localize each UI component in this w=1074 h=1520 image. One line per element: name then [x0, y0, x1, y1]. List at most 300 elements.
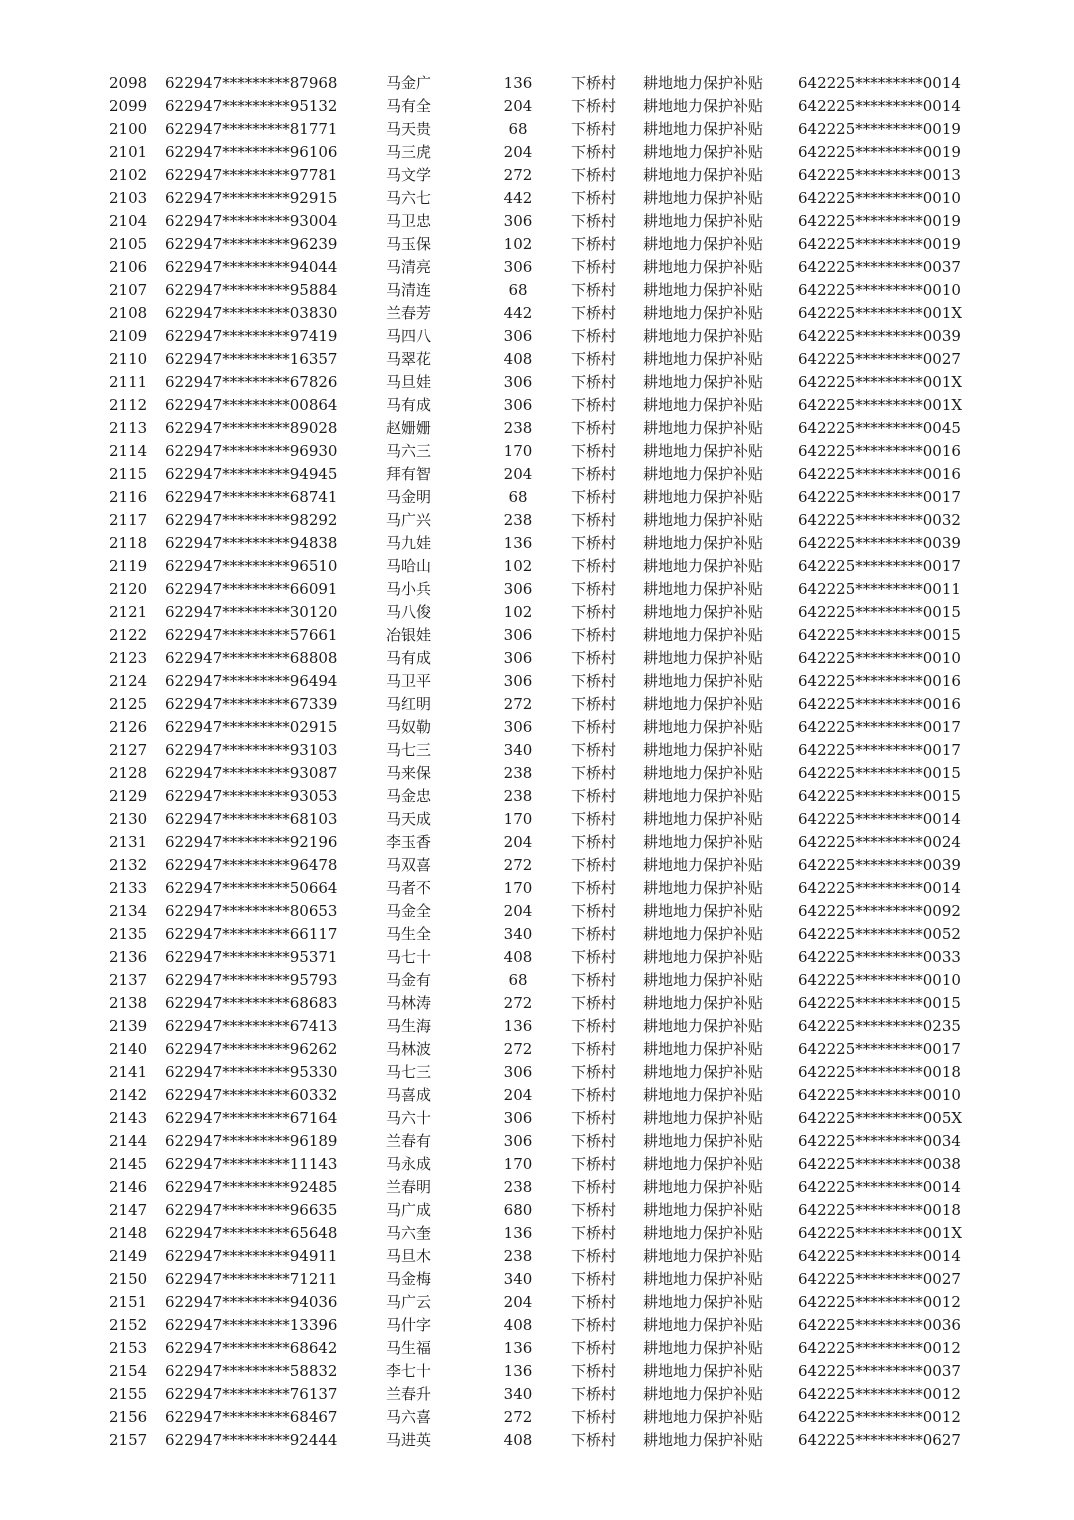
subsidy-type: 耕地地力保护补贴 [643, 511, 764, 529]
subsidy-amount: 204 [503, 465, 533, 483]
subsidy-amount: 170 [503, 442, 533, 460]
id-number: 642225*********0092 [798, 902, 961, 920]
id-number: 642225*********0017 [798, 718, 961, 736]
subsidy-amount: 136 [503, 1339, 533, 1357]
row-number: 2107 [109, 281, 148, 299]
table-body [0, 72, 1074, 1452]
village-name: 下桥村 [571, 465, 617, 483]
subsidy-amount: 272 [503, 1040, 533, 1058]
subsidy-amount: 136 [503, 1017, 533, 1035]
village-name: 下桥村 [571, 1017, 617, 1035]
subsidy-type: 耕地地力保护补贴 [643, 143, 764, 161]
village-name: 下桥村 [571, 718, 617, 736]
subsidy-type: 耕地地力保护补贴 [643, 810, 764, 828]
table-row [0, 854, 1074, 877]
id-number: 642225*********0015 [798, 603, 961, 621]
bank-card-number: 622947*********81771 [165, 120, 338, 138]
subsidy-type: 耕地地力保护补贴 [643, 1155, 764, 1173]
subsidy-type: 耕地地力保护补贴 [643, 534, 764, 552]
bank-card-number: 622947*********60332 [165, 1086, 338, 1104]
recipient-name: 马什字 [386, 1316, 432, 1334]
bank-card-number: 622947*********94044 [165, 258, 338, 276]
subsidy-table [0, 72, 1074, 1452]
village-name: 下桥村 [571, 971, 617, 989]
row-number: 2143 [109, 1109, 148, 1127]
subsidy-amount: 306 [503, 396, 533, 414]
bank-card-number: 622947*********68683 [165, 994, 338, 1012]
recipient-name: 马清亮 [386, 258, 432, 276]
subsidy-type: 耕地地力保护补贴 [643, 1408, 764, 1426]
row-number: 2098 [109, 74, 148, 92]
row-number: 2153 [109, 1339, 148, 1357]
recipient-name: 马卫忠 [386, 212, 432, 230]
subsidy-amount: 306 [503, 672, 533, 690]
row-number: 2131 [109, 833, 148, 851]
subsidy-amount: 204 [503, 1086, 533, 1104]
village-name: 下桥村 [571, 1293, 617, 1311]
subsidy-type: 耕地地力保护补贴 [643, 833, 764, 851]
row-number: 2152 [109, 1316, 148, 1334]
recipient-name: 兰春芳 [386, 304, 432, 322]
id-number: 642225*********0014 [798, 1178, 961, 1196]
recipient-name: 马永成 [386, 1155, 432, 1173]
subsidy-type: 耕地地力保护补贴 [643, 580, 764, 598]
id-number: 642225*********0235 [798, 1017, 961, 1035]
row-number: 2155 [109, 1385, 148, 1403]
recipient-name: 马奴勒 [386, 718, 432, 736]
table-row [0, 233, 1074, 256]
id-number: 642225*********0019 [798, 120, 961, 138]
id-number: 642225*********0016 [798, 672, 961, 690]
id-number: 642225*********0034 [798, 1132, 961, 1150]
id-number: 642225*********0012 [798, 1339, 961, 1357]
subsidy-type: 耕地地力保护补贴 [643, 948, 764, 966]
row-number: 2137 [109, 971, 148, 989]
subsidy-type: 耕地地力保护补贴 [643, 971, 764, 989]
table-row [0, 716, 1074, 739]
subsidy-type: 耕地地力保护补贴 [643, 925, 764, 943]
bank-card-number: 622947*********97781 [165, 166, 338, 184]
row-number: 2132 [109, 856, 148, 874]
bank-card-number: 622947*********58832 [165, 1362, 338, 1380]
bank-card-number: 622947*********50664 [165, 879, 338, 897]
village-name: 下桥村 [571, 166, 617, 184]
recipient-name: 马有成 [386, 649, 432, 667]
recipient-name: 兰春有 [386, 1132, 432, 1150]
recipient-name: 马六喜 [386, 1408, 432, 1426]
row-number: 2134 [109, 902, 148, 920]
bank-card-number: 622947*********76137 [165, 1385, 338, 1403]
recipient-name: 李七十 [386, 1362, 432, 1380]
subsidy-type: 耕地地力保护补贴 [643, 1086, 764, 1104]
recipient-name: 马八俊 [386, 603, 432, 621]
table-row [0, 1337, 1074, 1360]
recipient-name: 马生海 [386, 1017, 432, 1035]
village-name: 下桥村 [571, 1431, 617, 1449]
village-name: 下桥村 [571, 258, 617, 276]
subsidy-type: 耕地地力保护补贴 [643, 1431, 764, 1449]
bank-card-number: 622947*********96635 [165, 1201, 338, 1219]
recipient-name: 冶银娃 [386, 626, 432, 644]
row-number: 2135 [109, 925, 148, 943]
table-row [0, 1084, 1074, 1107]
recipient-name: 马双喜 [386, 856, 432, 874]
subsidy-amount: 408 [503, 948, 533, 966]
subsidy-type: 耕地地力保护补贴 [643, 166, 764, 184]
village-name: 下桥村 [571, 1385, 617, 1403]
row-number: 2130 [109, 810, 148, 828]
subsidy-amount: 408 [503, 350, 533, 368]
id-number: 642225*********0038 [798, 1155, 961, 1173]
id-number: 642225*********0627 [798, 1431, 961, 1449]
recipient-name: 马金忠 [386, 787, 432, 805]
table-row [0, 302, 1074, 325]
row-number: 2114 [109, 442, 148, 460]
table-row [0, 1268, 1074, 1291]
table-row [0, 279, 1074, 302]
recipient-name: 李玉香 [386, 833, 432, 851]
bank-card-number: 622947*********95793 [165, 971, 338, 989]
village-name: 下桥村 [571, 1040, 617, 1058]
id-number: 642225*********0010 [798, 281, 961, 299]
village-name: 下桥村 [571, 810, 617, 828]
bank-card-number: 622947*********92196 [165, 833, 338, 851]
subsidy-type: 耕地地力保护补贴 [643, 373, 764, 391]
subsidy-type: 耕地地力保护补贴 [643, 1362, 764, 1380]
bank-card-number: 622947*********00864 [165, 396, 338, 414]
id-number: 642225*********0018 [798, 1063, 961, 1081]
village-name: 下桥村 [571, 373, 617, 391]
village-name: 下桥村 [571, 442, 617, 460]
village-name: 下桥村 [571, 396, 617, 414]
village-name: 下桥村 [571, 1247, 617, 1265]
table-row [0, 210, 1074, 233]
village-name: 下桥村 [571, 902, 617, 920]
recipient-name: 马哈山 [386, 557, 432, 575]
subsidy-type: 耕地地力保护补贴 [643, 189, 764, 207]
bank-card-number: 622947*********96239 [165, 235, 338, 253]
row-number: 2113 [109, 419, 148, 437]
village-name: 下桥村 [571, 1132, 617, 1150]
subsidy-type: 耕地地力保护补贴 [643, 1132, 764, 1150]
village-name: 下桥村 [571, 557, 617, 575]
id-number: 642225*********001X [798, 396, 963, 414]
row-number: 2138 [109, 994, 148, 1012]
subsidy-amount: 238 [503, 419, 533, 437]
table-row [0, 371, 1074, 394]
subsidy-amount: 238 [503, 787, 533, 805]
id-number: 642225*********0024 [798, 833, 961, 851]
bank-card-number: 622947*********93103 [165, 741, 338, 759]
subsidy-type: 耕地地力保护补贴 [643, 212, 764, 230]
table-row [0, 946, 1074, 969]
village-name: 下桥村 [571, 1063, 617, 1081]
bank-card-number: 622947*********93053 [165, 787, 338, 805]
village-name: 下桥村 [571, 1408, 617, 1426]
recipient-name: 马林波 [386, 1040, 432, 1058]
table-row [0, 440, 1074, 463]
row-number: 2109 [109, 327, 148, 345]
table-row [0, 1383, 1074, 1406]
row-number: 2104 [109, 212, 148, 230]
subsidy-type: 耕地地力保护补贴 [643, 235, 764, 253]
subsidy-amount: 204 [503, 143, 533, 161]
subsidy-amount: 442 [503, 189, 533, 207]
id-number: 642225*********0010 [798, 189, 961, 207]
subsidy-type: 耕地地力保护补贴 [643, 304, 764, 322]
id-number: 642225*********0027 [798, 1270, 961, 1288]
recipient-name: 马四八 [386, 327, 432, 345]
id-number: 642225*********0016 [798, 465, 961, 483]
subsidy-amount: 680 [503, 1201, 533, 1219]
village-name: 下桥村 [571, 189, 617, 207]
subsidy-type: 耕地地力保护补贴 [643, 557, 764, 575]
village-name: 下桥村 [571, 1339, 617, 1357]
table-row [0, 785, 1074, 808]
recipient-name: 马有成 [386, 396, 432, 414]
recipient-name: 马广成 [386, 1201, 432, 1219]
subsidy-amount: 306 [503, 1063, 533, 1081]
row-number: 2149 [109, 1247, 148, 1265]
bank-card-number: 622947*********89028 [165, 419, 338, 437]
row-number: 2125 [109, 695, 148, 713]
table-row [0, 992, 1074, 1015]
village-name: 下桥村 [571, 626, 617, 644]
id-number: 642225*********0014 [798, 97, 961, 115]
recipient-name: 马林涛 [386, 994, 432, 1012]
subsidy-amount: 306 [503, 212, 533, 230]
village-name: 下桥村 [571, 695, 617, 713]
bank-card-number: 622947*********97419 [165, 327, 338, 345]
id-number: 642225*********001X [798, 304, 963, 322]
id-number: 642225*********0014 [798, 1247, 961, 1265]
table-row [0, 256, 1074, 279]
bank-card-number: 622947*********80653 [165, 902, 338, 920]
id-number: 642225*********0015 [798, 787, 961, 805]
subsidy-type: 耕地地力保护补贴 [643, 695, 764, 713]
subsidy-type: 耕地地力保护补贴 [643, 902, 764, 920]
subsidy-amount: 136 [503, 1224, 533, 1242]
recipient-name: 马金全 [386, 902, 432, 920]
village-name: 下桥村 [571, 74, 617, 92]
id-number: 642225*********0052 [798, 925, 961, 943]
recipient-name: 马广云 [386, 1293, 432, 1311]
table-row [0, 187, 1074, 210]
table-row [0, 1245, 1074, 1268]
id-number: 642225*********0014 [798, 74, 961, 92]
row-number: 2111 [109, 373, 148, 391]
subsidy-type: 耕地地力保护补贴 [643, 1316, 764, 1334]
bank-card-number: 622947*********02915 [165, 718, 338, 736]
bank-card-number: 622947*********95330 [165, 1063, 338, 1081]
table-row [0, 923, 1074, 946]
subsidy-type: 耕地地力保护补贴 [643, 1224, 764, 1242]
subsidy-type: 耕地地力保护补贴 [643, 741, 764, 759]
subsidy-type: 耕地地力保护补贴 [643, 626, 764, 644]
subsidy-amount: 170 [503, 879, 533, 897]
table-row [0, 1015, 1074, 1038]
subsidy-amount: 204 [503, 97, 533, 115]
village-name: 下桥村 [571, 787, 617, 805]
id-number: 642225*********0015 [798, 994, 961, 1012]
row-number: 2141 [109, 1063, 148, 1081]
recipient-name: 马天成 [386, 810, 432, 828]
village-name: 下桥村 [571, 327, 617, 345]
subsidy-amount: 102 [503, 557, 533, 575]
village-name: 下桥村 [571, 741, 617, 759]
table-row [0, 670, 1074, 693]
table-row [0, 1061, 1074, 1084]
subsidy-amount: 272 [503, 1408, 533, 1426]
subsidy-type: 耕地地力保护补贴 [643, 672, 764, 690]
row-number: 2127 [109, 741, 148, 759]
recipient-name: 马六三 [386, 442, 432, 460]
subsidy-amount: 238 [503, 511, 533, 529]
row-number: 2123 [109, 649, 148, 667]
id-number: 642225*********0016 [798, 442, 961, 460]
id-number: 642225*********0013 [798, 166, 961, 184]
recipient-name: 马六奎 [386, 1224, 432, 1242]
table-row [0, 417, 1074, 440]
bank-card-number: 622947*********67339 [165, 695, 338, 713]
subsidy-type: 耕地地力保护补贴 [643, 396, 764, 414]
id-number: 642225*********0039 [798, 327, 961, 345]
recipient-name: 马者不 [386, 879, 432, 897]
subsidy-type: 耕地地力保护补贴 [643, 603, 764, 621]
village-name: 下桥村 [571, 1270, 617, 1288]
bank-card-number: 622947*********67413 [165, 1017, 338, 1035]
row-number: 2103 [109, 189, 148, 207]
subsidy-amount: 238 [503, 1178, 533, 1196]
id-number: 642225*********0012 [798, 1385, 961, 1403]
subsidy-type: 耕地地力保护补贴 [643, 1017, 764, 1035]
recipient-name: 马九娃 [386, 534, 432, 552]
table-row [0, 463, 1074, 486]
subsidy-type: 耕地地力保护补贴 [643, 281, 764, 299]
bank-card-number: 622947*********93004 [165, 212, 338, 230]
subsidy-type: 耕地地力保护补贴 [643, 1293, 764, 1311]
subsidy-type: 耕地地力保护补贴 [643, 488, 764, 506]
recipient-name: 马生全 [386, 925, 432, 943]
recipient-name: 马旦木 [386, 1247, 432, 1265]
village-name: 下桥村 [571, 143, 617, 161]
subsidy-type: 耕地地力保护补贴 [643, 465, 764, 483]
subsidy-amount: 238 [503, 764, 533, 782]
row-number: 2122 [109, 626, 148, 644]
village-name: 下桥村 [571, 97, 617, 115]
row-number: 2120 [109, 580, 148, 598]
subsidy-type: 耕地地力保护补贴 [643, 1247, 764, 1265]
table-row [0, 532, 1074, 555]
subsidy-amount: 272 [503, 166, 533, 184]
village-name: 下桥村 [571, 304, 617, 322]
row-number: 2115 [109, 465, 148, 483]
row-number: 2116 [109, 488, 148, 506]
row-number: 2112 [109, 396, 148, 414]
subsidy-amount: 272 [503, 856, 533, 874]
subsidy-type: 耕地地力保护补贴 [643, 856, 764, 874]
village-name: 下桥村 [571, 1086, 617, 1104]
subsidy-type: 耕地地力保护补贴 [643, 1201, 764, 1219]
row-number: 2144 [109, 1132, 148, 1150]
row-number: 2126 [109, 718, 148, 736]
subsidy-type: 耕地地力保护补贴 [643, 1339, 764, 1357]
row-number: 2128 [109, 764, 148, 782]
village-name: 下桥村 [571, 120, 617, 138]
village-name: 下桥村 [571, 1362, 617, 1380]
village-name: 下桥村 [571, 925, 617, 943]
subsidy-type: 耕地地力保护补贴 [643, 74, 764, 92]
subsidy-type: 耕地地力保护补贴 [643, 879, 764, 897]
subsidy-amount: 306 [503, 327, 533, 345]
village-name: 下桥村 [571, 350, 617, 368]
row-number: 2106 [109, 258, 148, 276]
recipient-name: 马文学 [386, 166, 432, 184]
subsidy-amount: 306 [503, 580, 533, 598]
id-number: 642225*********0010 [798, 649, 961, 667]
recipient-name: 马广兴 [386, 511, 432, 529]
bank-card-number: 622947*********92444 [165, 1431, 338, 1449]
subsidy-type: 耕地地力保护补贴 [643, 1178, 764, 1196]
id-number: 642225*********0037 [798, 1362, 961, 1380]
bank-card-number: 622947*********96478 [165, 856, 338, 874]
village-name: 下桥村 [571, 948, 617, 966]
id-number: 642225*********0015 [798, 764, 961, 782]
row-number: 2100 [109, 120, 148, 138]
row-number: 2140 [109, 1040, 148, 1058]
recipient-name: 马金明 [386, 488, 432, 506]
recipient-name: 马三虎 [386, 143, 432, 161]
table-row [0, 601, 1074, 624]
table-row [0, 394, 1074, 417]
id-number: 642225*********0045 [798, 419, 961, 437]
village-name: 下桥村 [571, 879, 617, 897]
table-row [0, 739, 1074, 762]
row-number: 2105 [109, 235, 148, 253]
village-name: 下桥村 [571, 488, 617, 506]
id-number: 642225*********0027 [798, 350, 961, 368]
table-row [0, 1038, 1074, 1061]
village-name: 下桥村 [571, 672, 617, 690]
village-name: 下桥村 [571, 1201, 617, 1219]
subsidy-amount: 170 [503, 810, 533, 828]
row-number: 2148 [109, 1224, 148, 1242]
subsidy-amount: 272 [503, 695, 533, 713]
village-name: 下桥村 [571, 1224, 617, 1242]
table-row [0, 1429, 1074, 1452]
row-number: 2147 [109, 1201, 148, 1219]
village-name: 下桥村 [571, 580, 617, 598]
bank-card-number: 622947*********66117 [165, 925, 338, 943]
bank-card-number: 622947*********65648 [165, 1224, 338, 1242]
subsidy-amount: 170 [503, 1155, 533, 1173]
recipient-name: 拜有智 [386, 465, 432, 483]
recipient-name: 马小兵 [386, 580, 432, 598]
village-name: 下桥村 [571, 419, 617, 437]
id-number: 642225*********0033 [798, 948, 961, 966]
table-row [0, 808, 1074, 831]
recipient-name: 马七三 [386, 1063, 432, 1081]
recipient-name: 马金广 [386, 74, 432, 92]
subsidy-type: 耕地地力保护补贴 [643, 764, 764, 782]
recipient-name: 马七三 [386, 741, 432, 759]
bank-card-number: 622947*********94945 [165, 465, 338, 483]
recipient-name: 马六十 [386, 1109, 432, 1127]
row-number: 2108 [109, 304, 148, 322]
id-number: 642225*********0017 [798, 488, 961, 506]
recipient-name: 马进英 [386, 1431, 432, 1449]
subsidy-amount: 102 [503, 603, 533, 621]
